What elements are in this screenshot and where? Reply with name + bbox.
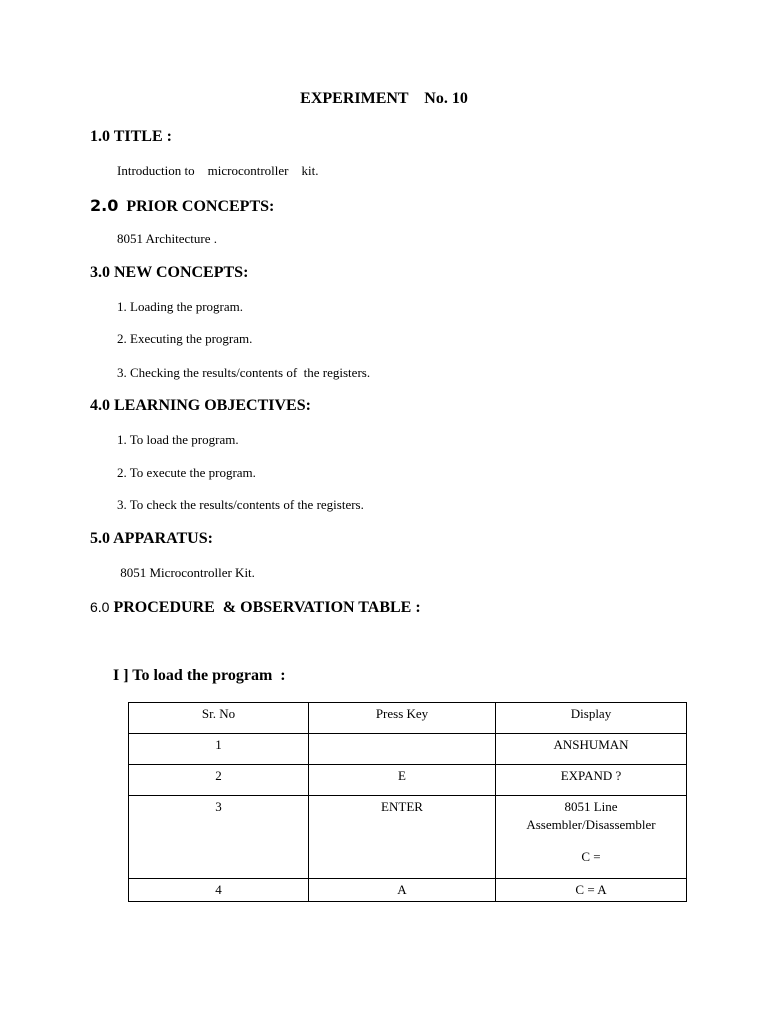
section-2-title: PRIOR CONCEPTS: [118,198,275,215]
cell-display: ANSHUMAN [496,734,687,765]
cell-press-key: ENTER [309,796,496,879]
header-sr-no: Sr. No [129,703,309,734]
section-1-number: 1.0 [90,128,110,145]
cell-sr-no: 1 [129,734,309,765]
cell-display: EXPAND ? [496,765,687,796]
section-4-line-2: 2. To execute the program. [117,465,256,480]
table-row [129,765,687,796]
section-4-number: 4.0 [90,397,110,414]
cell-press-key [309,734,496,765]
section-1-line-1: Introduction to microcontroller kit. [117,163,319,178]
cell-press-key: E [309,765,496,796]
section-3-line-3: 3. Checking the results/contents of the registers. [117,365,371,380]
section-2-line-1: 8051 Architecture . [117,231,217,246]
cell-sr-no: 4 [129,879,309,902]
section-2-number: 2.0 [90,196,119,215]
header-press-key: Press Key [309,703,496,734]
section-4-title: LEARNING OBJECTIVES: [110,397,311,414]
table-row [129,879,687,902]
section-1-title: TITLE : [110,128,172,145]
section-3-title: NEW CONCEPTS: [110,264,249,281]
section-5-title: APPARATUS: [110,530,213,547]
section-6-heading [90,599,421,617]
section-1-heading [90,128,172,146]
section-5-line-1: 8051 Microcontroller Kit. [117,565,255,580]
display-line: C = [581,849,601,864]
section-3-line-1: 1. Loading the program. [117,299,243,314]
table-row [129,734,687,765]
display-line: Assembler/Disassembler [526,817,656,832]
table-header-row [129,703,687,734]
display-line: 8051 Line [564,799,618,814]
cell-display: C = A [496,879,687,902]
header-display: Display [496,703,687,734]
section-4-line-3: 3. To check the results/contents of the registers. [117,497,364,512]
cell-sr-no: 3 [129,796,309,879]
section-3-line-2: 2. Executing the program. [117,331,253,346]
cell-display [496,796,687,879]
display-spacer [500,834,682,848]
section-5-number: 5.0 [90,530,110,547]
section-4-line-1: 1. To load the program. [117,432,239,447]
cell-press-key: A [309,879,496,902]
load-program-subheading: I ] To load the program : [113,667,286,684]
section-3-heading [90,264,248,282]
cell-sr-no: 2 [129,765,309,796]
section-4-heading [90,397,311,415]
section-5-heading [90,530,213,548]
section-6-number: 6.0 [90,599,110,615]
section-3-number: 3.0 [90,264,110,281]
section-6-title: PROCEDURE & OBSERVATION TABLE : [109,599,421,616]
observation-table [128,702,687,902]
experiment-title: EXPERIMENT No. 10 [300,90,468,107]
table-row [129,796,687,879]
section-2-heading [90,196,274,216]
